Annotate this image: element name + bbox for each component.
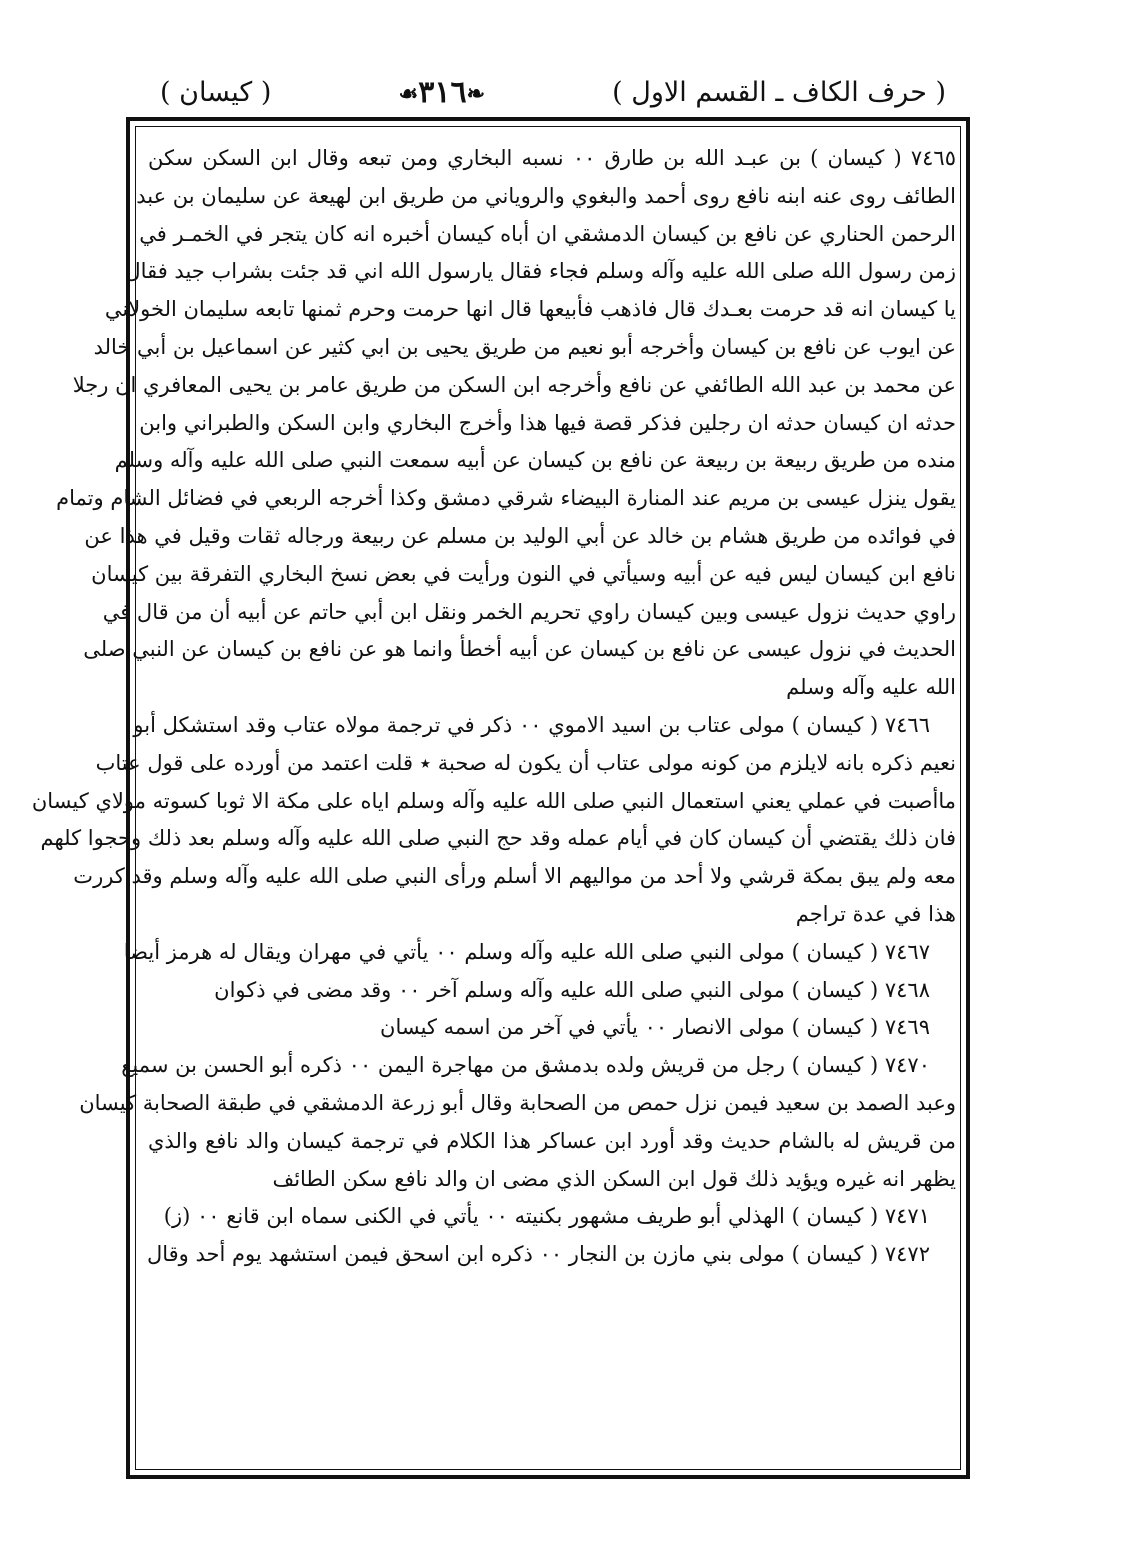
text-line: نعيم ذكره بانه لايلزم من كونه مولى عتاب أن يكون له صحبة ٭ قلت اعتمد من أورده على قول عتاب [95,750,956,775]
page-number-value: ٣١٦ [418,74,467,110]
text-line: ٧٤٦٩ ( كيسان ) مولى الانصار ٠٠ يأتي في آخر من اسمه كيسان [380,1015,930,1040]
text-line: هذا في عدة تراجم [795,901,956,926]
text-line: ٧٤٦٨ ( كيسان ) مولى النبي صلى الله عليه وآله وسلم آخر ٠٠ وقد مضى في ذكوان [214,977,930,1002]
text-line: في فوائده من طريق هشام بن خالد عن أبي الوليد بن مسلم عن ربيعة ورجاله ثقات وقيل في هذا عن [84,523,956,548]
page-number [398,75,485,110]
text-line: يظهر انه غيره ويؤيد ذلك قول ابن السكن الذي مضى ان والد نافع سكن الطائف [272,1166,956,1191]
text-line: يقول ينزل عيسى بن مريم عند المنارة البيضاء شرقي دمشق وكذا أخرجه الربعي في فضائل الشام وتمام [56,486,956,511]
text-body [31,140,956,1465]
ornament-left-icon: ❧ [466,80,485,107]
text-line: عن محمد بن عبد الله الطائفي عن نافع وأخرجه ابن السكن من طريق عامر بن يحيى المعافري ان رجلا [72,372,956,397]
text-line: ٧٤٦٧ ( كيسان ) مولى النبي صلى الله عليه وآله وسلم ٠٠ يأتي في مهران ويقال له هرمز أيضا [123,939,930,964]
text-line: من قريش له بالشام حديث وقد أورد ابن عساكر هذا الكلام في ترجمة كيسان والد نافع والذي [148,1128,956,1153]
text-line: ماأصبت في عملي يعني استعمال النبي صلى الله عليه وآله وسلم اياه على مكة الا ثوبا كسوته مولاي كيسان [31,788,956,813]
text-line: ٧٤٦٥ ( كيسان ) بن عبـد الله بن طارق ٠٠ نسبه البخاري ومن تبعه وقال ابن السكن سكن [148,146,956,170]
text-line: ٧٤٧٢ ( كيسان ) مولى بني مازن بن النجار ٠٠ ذكره ابن اسحق فيمن استشهد يوم أحد وقال [146,1242,930,1267]
text-line: عن ايوب عن نافع بن كيسان وأخرجه أبو نعيم من طريق يحيى بن ابي كثير عن اسماعيل بن أبي خالد [93,334,956,359]
text-line: ٧٤٧١ ( كيسان ) الهذلي أبو طريف مشهور بكنيته ٠٠ يأتي في الكنى سماه ابن قانع ٠٠ (ز) [163,1204,930,1229]
text-line: ٧٤٦٦ ( كيسان ) مولى عتاب بن اسيد الاموي ٠٠ ذكر في ترجمة مولاه عتاب وقد استشكل أبو [133,712,930,737]
text-line: الحديث في نزول عيسى عن نافع بن كيسان عن أبيه أخطأ وانما هو عن نافع بن كيسان عن النبي صلى [83,637,956,662]
text-line: زمن رسول الله صلى الله عليه وآله وسلم فجاء فقال يارسول الله اني قد جئت بشراب جيد فقال [125,259,956,284]
text-line: راوي حديث نزول عيسى وبين كيسان راوي تحريم الخمر ونقل ابن أبي حاتم عن أبيه أن من قال في [102,599,956,624]
text-line: يا كيسان انه قد حرمت بعـدك قال فاذهب فأبيعها قال انها حرمت وحرم ثمنها تابعه سليمان الخولاني [104,297,956,322]
text-line: الرحمن الحناري عن نافع بن كيسان الدمشقي ان أباه كيسان أخبره انه كان يتجر في الخمـر في [139,221,956,246]
text-line: الله عليه وآله وسلم [786,675,956,700]
text-line: وعبد الصمد بن سعيد فيمن نزل حمص من الصحابة وقال أبو زرعة الدمشقي في طبقة الصحابة كيسان [79,1090,956,1115]
text-line: فان ذلك يقتضي أن كيسان كان في أيام عمله وقد حج النبي صلى الله عليه وآله وسلم بعد ذلك وحجوا كلهم [40,826,956,851]
text-line: معه ولم يبق بمكة قرشي ولا أحد من مواليهم الا أسلم ورأى النبي صلى الله عليه وآله وسلم وقد كررت [73,864,956,889]
text-line: ٧٤٧٠ ( كيسان ) رجل من قريش ولده بدمشق من مهاجرة اليمن ٠٠ ذكره أبو الحسن بن سميع [121,1053,930,1078]
text-line: الطائف روى عنه ابنه نافع روى أحمد والبغوي والروياني من طريق ابن لهيعة عن سليمان بن عبد [136,183,956,208]
text-line: منده من طريق ربيعة بن ربيعة عن نافع بن كيسان عن أبيه سمعت النبي صلى الله عليه وآله وسلم [114,448,956,473]
running-entry-title: ( كيسان ) [160,76,272,108]
text-line: حدثه ان كيسان حدثه ان رجلين فذكر قصة فيها هذا وأخرج البخاري وابن السكن والطبراني وابن [139,410,956,435]
page-header [160,70,946,114]
running-section-title: ( حرف الكاف ـ القسم الاول ) [612,76,946,108]
ornament-right-icon: ☙ [398,80,419,107]
text-line: نافع ابن كيسان ليس فيه عن أبيه وسيأتي في النون ورأيت في بعض نسخ البخاري التفرقة بين كيسان [91,561,956,586]
